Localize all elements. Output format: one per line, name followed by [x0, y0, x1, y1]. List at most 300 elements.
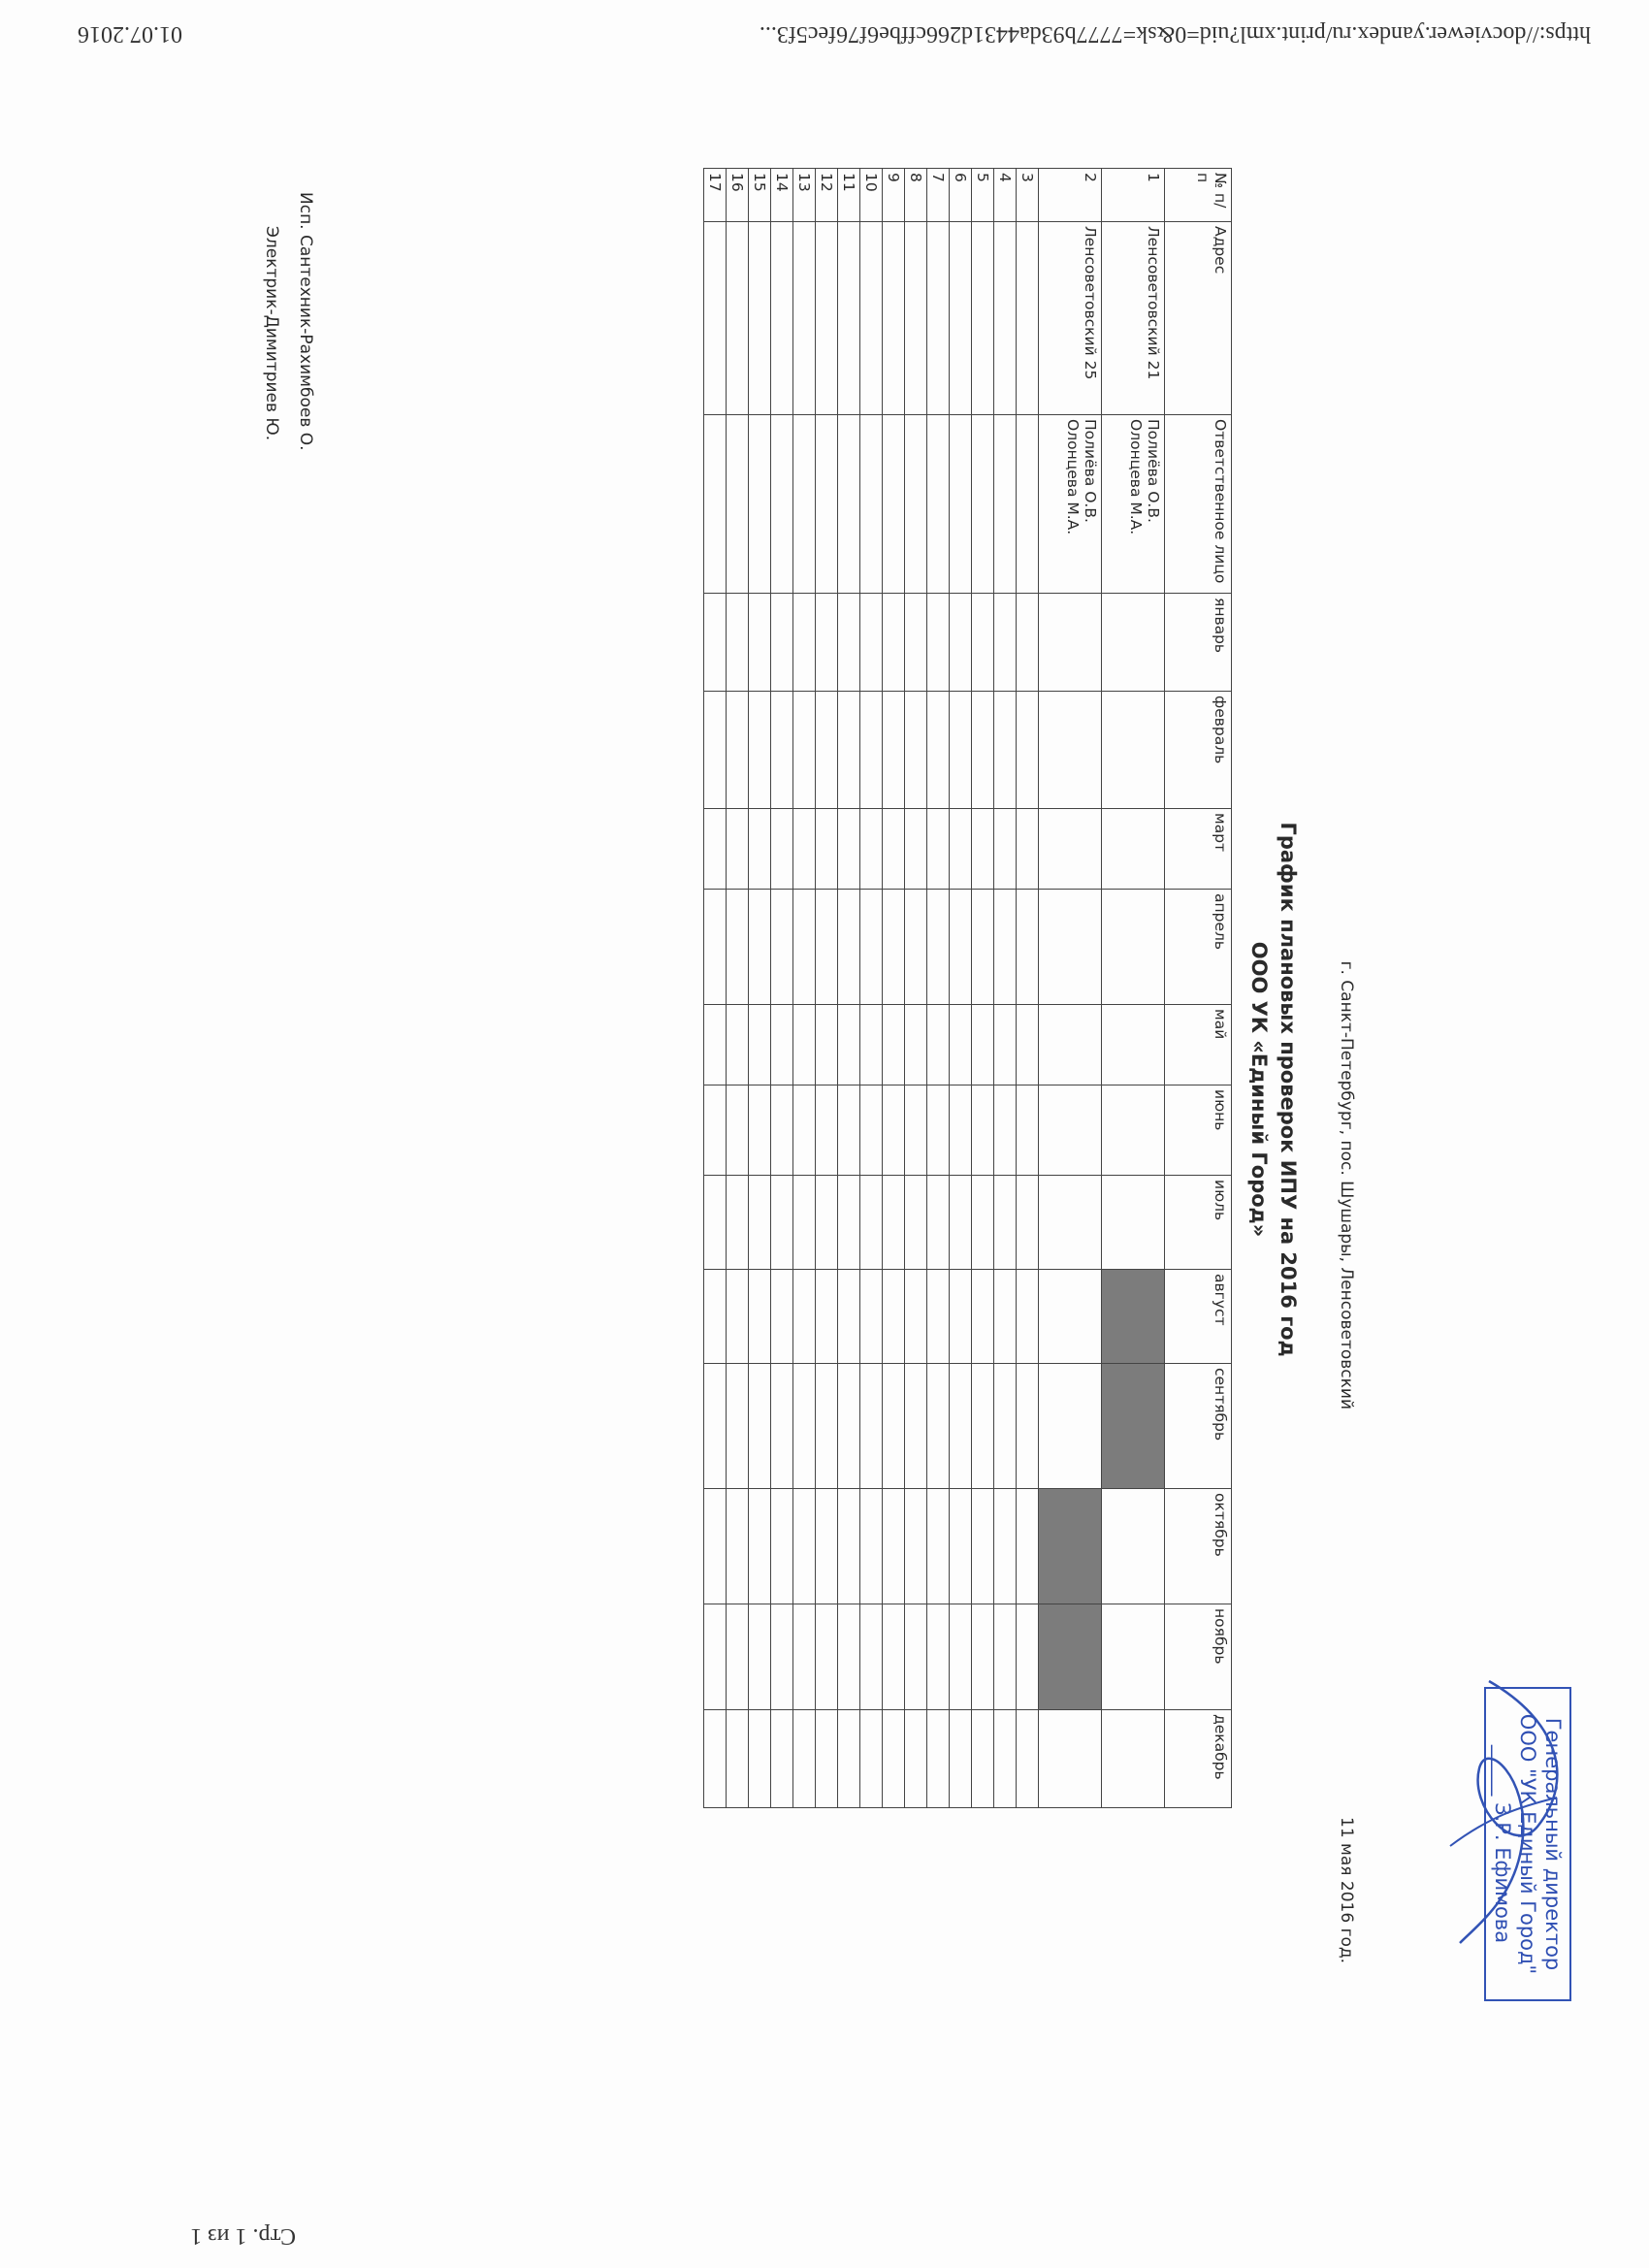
- row-responsible: [883, 415, 905, 594]
- month-cell: [771, 1604, 793, 1710]
- month-cell: [927, 1364, 950, 1489]
- header-month-12: декабрь: [1165, 1710, 1232, 1808]
- month-cell: [972, 692, 994, 809]
- month-cell: [1039, 809, 1102, 890]
- month-cell: [838, 1489, 860, 1604]
- month-cell: [704, 1489, 727, 1604]
- row-num: 10: [860, 169, 883, 222]
- month-cell: [1017, 1710, 1039, 1808]
- row-address: [771, 222, 793, 415]
- month-cell: [994, 1085, 1017, 1176]
- stamp-line-1: Генеральный директор: [1541, 1717, 1565, 1971]
- row-address: [905, 222, 927, 415]
- stamp-line-3: _____ З.Р. Ефимова: [1491, 1744, 1514, 1944]
- month-cell: [950, 1710, 972, 1808]
- month-cell: [883, 1710, 905, 1808]
- month-cell: [793, 1270, 816, 1364]
- month-cell: [704, 809, 727, 890]
- month-cell: [905, 1710, 927, 1808]
- row-responsible: [816, 415, 838, 594]
- row-num: 15: [749, 169, 771, 222]
- row-num: 3: [1017, 169, 1039, 222]
- row-num: 1: [1102, 169, 1165, 222]
- month-cell: [994, 1710, 1017, 1808]
- month-cell: [950, 1489, 972, 1604]
- month-cell: [1017, 890, 1039, 1005]
- month-cell: [771, 1176, 793, 1270]
- month-cell: [905, 1489, 927, 1604]
- month-cell: [704, 1176, 727, 1270]
- header-month-3: март: [1165, 809, 1232, 890]
- month-cell: [816, 1270, 838, 1364]
- month-cell: [1102, 1005, 1165, 1085]
- month-cell: [838, 809, 860, 890]
- month-cell: [972, 1604, 994, 1710]
- month-cell: [860, 594, 883, 692]
- month-cell: [838, 1604, 860, 1710]
- row-address: Ленсоветовский 25: [1039, 222, 1102, 415]
- table-row: [972, 169, 994, 1808]
- table-row: [704, 169, 727, 1808]
- document-title: График плановых проверок ИПУ на 2016 год: [1277, 822, 1300, 1357]
- month-cell: [950, 1270, 972, 1364]
- header-month-10: октябрь: [1165, 1489, 1232, 1604]
- row-address: [972, 222, 994, 415]
- header-month-2: февраль: [1165, 692, 1232, 809]
- month-cell: [816, 1005, 838, 1085]
- header-month-9: сентябрь: [1165, 1364, 1232, 1489]
- month-cell: [883, 1489, 905, 1604]
- row-responsible: Полиёва О.В. Олонцева М.А.: [1039, 415, 1102, 594]
- month-cell: [972, 1270, 994, 1364]
- table-row: [816, 169, 838, 1808]
- month-cell: [860, 1270, 883, 1364]
- month-cell: [1102, 1270, 1165, 1364]
- month-cell: [793, 1085, 816, 1176]
- month-cell: [860, 1489, 883, 1604]
- month-cell: [1102, 890, 1165, 1005]
- month-cell: [793, 1364, 816, 1489]
- month-cell: [950, 809, 972, 890]
- month-cell: [1102, 1364, 1165, 1489]
- month-cell: [1017, 1176, 1039, 1270]
- month-cell: [749, 1489, 771, 1604]
- month-cell: [905, 1176, 927, 1270]
- month-cell: [793, 809, 816, 890]
- month-cell: [793, 1005, 816, 1085]
- row-address: [727, 222, 749, 415]
- month-cell: [905, 692, 927, 809]
- month-cell: [1017, 594, 1039, 692]
- row-responsible: [972, 415, 994, 594]
- month-cell: [704, 890, 727, 1005]
- month-cell: [1039, 1710, 1102, 1808]
- row-num: 14: [771, 169, 793, 222]
- stamp-line-2: ООО "УК Единый Город": [1516, 1713, 1539, 1975]
- month-cell: [994, 1270, 1017, 1364]
- month-cell: [927, 594, 950, 692]
- month-cell: [1102, 1489, 1165, 1604]
- month-cell: [860, 1085, 883, 1176]
- month-cell: [704, 1085, 727, 1176]
- month-cell: [972, 1085, 994, 1176]
- month-cell: [816, 1710, 838, 1808]
- table-row: [905, 169, 927, 1808]
- row-num: 16: [727, 169, 749, 222]
- month-cell: [1017, 1364, 1039, 1489]
- month-cell: [749, 1176, 771, 1270]
- month-cell: [816, 1489, 838, 1604]
- row-num: 11: [838, 169, 860, 222]
- table-header-row: [1165, 169, 1232, 1808]
- month-cell: [860, 1176, 883, 1270]
- month-cell: [927, 809, 950, 890]
- month-cell: [860, 890, 883, 1005]
- month-cell: [1102, 1085, 1165, 1176]
- month-cell: [749, 1364, 771, 1489]
- month-cell: [1102, 1176, 1165, 1270]
- month-cell: [950, 890, 972, 1005]
- month-cell: [816, 692, 838, 809]
- row-responsible: [793, 415, 816, 594]
- month-cell: [727, 1085, 749, 1176]
- month-cell: [749, 1604, 771, 1710]
- row-num: 12: [816, 169, 838, 222]
- month-cell: [727, 1364, 749, 1489]
- month-cell: [860, 1710, 883, 1808]
- table-row: [727, 169, 749, 1808]
- month-cell: [927, 1604, 950, 1710]
- month-cell: [838, 594, 860, 692]
- month-cell: [749, 1085, 771, 1176]
- month-cell: [816, 594, 838, 692]
- row-num: 7: [927, 169, 950, 222]
- month-cell: [860, 809, 883, 890]
- month-cell: [816, 1176, 838, 1270]
- month-cell: [883, 1176, 905, 1270]
- row-responsible: [704, 415, 727, 594]
- month-cell: [838, 1270, 860, 1364]
- row-address: Ленсоветовский 21: [1102, 222, 1165, 415]
- row-responsible: [860, 415, 883, 594]
- row-address: [1017, 222, 1039, 415]
- month-cell: [972, 809, 994, 890]
- month-cell: [994, 1176, 1017, 1270]
- month-cell: [950, 1176, 972, 1270]
- table-row: [883, 169, 905, 1808]
- month-cell: [994, 890, 1017, 1005]
- month-cell: [860, 692, 883, 809]
- month-cell: [905, 594, 927, 692]
- month-cell: [1039, 692, 1102, 809]
- table-row: [838, 169, 860, 1808]
- signature: [1440, 1662, 1596, 1953]
- month-cell: [1102, 809, 1165, 890]
- row-responsible: [905, 415, 927, 594]
- month-cell: [883, 1364, 905, 1489]
- row-num: 6: [950, 169, 972, 222]
- month-cell: [860, 1604, 883, 1710]
- month-cell: [905, 1005, 927, 1085]
- month-cell: [1102, 1710, 1165, 1808]
- print-date: 01.07.2016: [78, 21, 182, 47]
- row-num: 4: [994, 169, 1017, 222]
- month-cell: [727, 1489, 749, 1604]
- month-cell: [727, 890, 749, 1005]
- month-cell: [749, 1710, 771, 1808]
- month-cell: [1039, 594, 1102, 692]
- row-responsible: [771, 415, 793, 594]
- month-cell: [771, 1489, 793, 1604]
- header-month-11: ноябрь: [1165, 1604, 1232, 1710]
- table-row: [860, 169, 883, 1808]
- month-cell: [793, 1176, 816, 1270]
- month-cell: [816, 1604, 838, 1710]
- month-cell: [793, 1604, 816, 1710]
- month-cell: [749, 809, 771, 890]
- month-cell: [793, 692, 816, 809]
- month-cell: [1039, 1005, 1102, 1085]
- month-cell: [704, 594, 727, 692]
- month-cell: [727, 1270, 749, 1364]
- row-address: [838, 222, 860, 415]
- month-cell: [972, 1710, 994, 1808]
- row-responsible: [927, 415, 950, 594]
- month-cell: [749, 890, 771, 1005]
- month-cell: [816, 809, 838, 890]
- header-month-1: январь: [1165, 594, 1232, 692]
- row-responsible: [994, 415, 1017, 594]
- month-cell: [1102, 594, 1165, 692]
- month-cell: [972, 1489, 994, 1604]
- month-cell: [905, 1270, 927, 1364]
- month-cell: [704, 1364, 727, 1489]
- month-cell: [860, 1364, 883, 1489]
- month-cell: [1039, 1085, 1102, 1176]
- table-row: [950, 169, 972, 1808]
- month-cell: [905, 890, 927, 1005]
- month-cell: [749, 1005, 771, 1085]
- month-cell: [1039, 1364, 1102, 1489]
- table-row: [1102, 169, 1165, 1808]
- table-row: [1039, 169, 1102, 1808]
- month-cell: [905, 1364, 927, 1489]
- month-cell: [950, 692, 972, 809]
- month-cell: [883, 809, 905, 890]
- row-address: [950, 222, 972, 415]
- print-url: https://docviewer.yandex.ru/print.xml?uid=0&sk=7777b93da4431d266cffbe6f76fec5f3...: [759, 21, 1591, 47]
- month-cell: [704, 1005, 727, 1085]
- header-month-5: май: [1165, 1005, 1232, 1085]
- month-cell: [1017, 1489, 1039, 1604]
- month-cell: [883, 1270, 905, 1364]
- row-address: [994, 222, 1017, 415]
- row-responsible: [1017, 415, 1039, 594]
- row-address: [860, 222, 883, 415]
- table-row: [927, 169, 950, 1808]
- month-cell: [816, 1364, 838, 1489]
- month-cell: [727, 1176, 749, 1270]
- table-row: [771, 169, 793, 1808]
- month-cell: [883, 1085, 905, 1176]
- month-cell: [749, 692, 771, 809]
- row-num: 17: [704, 169, 727, 222]
- row-num: 5: [972, 169, 994, 222]
- month-cell: [994, 692, 1017, 809]
- month-cell: [927, 1085, 950, 1176]
- month-cell: [1039, 1489, 1102, 1604]
- month-cell: [727, 594, 749, 692]
- month-cell: [771, 809, 793, 890]
- row-responsible: Полиёва О.В. Олонцева М.А.: [1102, 415, 1165, 594]
- month-cell: [704, 692, 727, 809]
- row-address: [927, 222, 950, 415]
- month-cell: [927, 1005, 950, 1085]
- month-cell: [927, 1489, 950, 1604]
- month-cell: [972, 1364, 994, 1489]
- row-address: [704, 222, 727, 415]
- row-address: [816, 222, 838, 415]
- row-address: [883, 222, 905, 415]
- month-cell: [1017, 809, 1039, 890]
- month-cell: [950, 1085, 972, 1176]
- table-row: [994, 169, 1017, 1808]
- month-cell: [838, 890, 860, 1005]
- row-responsible: [727, 415, 749, 594]
- header-responsible: Ответственное лицо: [1165, 415, 1232, 594]
- document-subtitle: ООО УК «Единый Город»: [1247, 941, 1271, 1238]
- month-cell: [905, 1085, 927, 1176]
- month-cell: [838, 1085, 860, 1176]
- header-month-8: август: [1165, 1270, 1232, 1364]
- row-num: 13: [793, 169, 816, 222]
- month-cell: [994, 1364, 1017, 1489]
- header-month-7: июль: [1165, 1176, 1232, 1270]
- month-cell: [727, 1604, 749, 1710]
- month-cell: [838, 1176, 860, 1270]
- month-cell: [771, 1005, 793, 1085]
- row-responsible: [950, 415, 972, 594]
- row-num: 2: [1039, 169, 1102, 222]
- month-cell: [771, 594, 793, 692]
- footer-executor-2: Электрик-Димитриев Ю.: [262, 226, 281, 441]
- month-cell: [1102, 692, 1165, 809]
- document-date: 11 мая 2016 год.: [1337, 1817, 1356, 1964]
- month-cell: [704, 1710, 727, 1808]
- month-cell: [1039, 1270, 1102, 1364]
- header-month-4: апрель: [1165, 890, 1232, 1005]
- month-cell: [1017, 1270, 1039, 1364]
- month-cell: [727, 1005, 749, 1085]
- month-cell: [793, 594, 816, 692]
- month-cell: [883, 594, 905, 692]
- table-row: [749, 169, 771, 1808]
- month-cell: [1017, 692, 1039, 809]
- month-cell: [860, 1005, 883, 1085]
- month-cell: [727, 1710, 749, 1808]
- month-cell: [704, 1270, 727, 1364]
- month-cell: [749, 1270, 771, 1364]
- schedule-sheet: [223, 168, 1565, 2011]
- month-cell: [771, 1364, 793, 1489]
- row-address: [793, 222, 816, 415]
- month-cell: [950, 1604, 972, 1710]
- footer-executor-1: Исп. Сантехник-Рахимбоев О.: [296, 192, 315, 451]
- table-row: [1017, 169, 1039, 1808]
- month-cell: [1017, 1005, 1039, 1085]
- month-cell: [972, 1176, 994, 1270]
- row-responsible: [838, 415, 860, 594]
- month-cell: [994, 1489, 1017, 1604]
- month-cell: [704, 1604, 727, 1710]
- month-cell: [972, 890, 994, 1005]
- month-cell: [972, 594, 994, 692]
- document-place: г. Санкт-Петербург, пос. Шушары, Ленсоветовский: [1337, 960, 1356, 1409]
- table-row: [793, 169, 816, 1808]
- month-cell: [927, 1710, 950, 1808]
- month-cell: [771, 692, 793, 809]
- month-cell: [838, 692, 860, 809]
- month-cell: [727, 692, 749, 809]
- month-cell: [771, 1710, 793, 1808]
- month-cell: [927, 1176, 950, 1270]
- month-cell: [793, 1710, 816, 1808]
- header-month-6: июнь: [1165, 1085, 1232, 1176]
- month-cell: [838, 1005, 860, 1085]
- month-cell: [771, 890, 793, 1005]
- month-cell: [838, 1364, 860, 1489]
- row-responsible: [749, 415, 771, 594]
- month-cell: [927, 890, 950, 1005]
- month-cell: [927, 1270, 950, 1364]
- month-cell: [950, 594, 972, 692]
- month-cell: [950, 1005, 972, 1085]
- month-cell: [883, 692, 905, 809]
- month-cell: [994, 809, 1017, 890]
- month-cell: [1017, 1604, 1039, 1710]
- month-cell: [1017, 1085, 1039, 1176]
- row-num: 8: [905, 169, 927, 222]
- page-number: Стр. 1 из 1: [190, 2223, 296, 2249]
- row-address: [749, 222, 771, 415]
- schedule-table: [703, 168, 1232, 1808]
- month-cell: [1039, 1176, 1102, 1270]
- month-cell: [905, 1604, 927, 1710]
- month-cell: [927, 692, 950, 809]
- month-cell: [749, 594, 771, 692]
- month-cell: [972, 1005, 994, 1085]
- header-num: № п/п: [1165, 169, 1232, 222]
- row-num: 9: [883, 169, 905, 222]
- month-cell: [1039, 1604, 1102, 1710]
- month-cell: [771, 1085, 793, 1176]
- month-cell: [816, 890, 838, 1005]
- month-cell: [1102, 1604, 1165, 1710]
- month-cell: [1039, 890, 1102, 1005]
- month-cell: [994, 1604, 1017, 1710]
- month-cell: [883, 1604, 905, 1710]
- month-cell: [793, 890, 816, 1005]
- month-cell: [793, 1489, 816, 1604]
- month-cell: [950, 1364, 972, 1489]
- month-cell: [727, 809, 749, 890]
- month-cell: [838, 1710, 860, 1808]
- month-cell: [816, 1085, 838, 1176]
- month-cell: [771, 1270, 793, 1364]
- month-cell: [994, 1005, 1017, 1085]
- month-cell: [905, 809, 927, 890]
- month-cell: [883, 1005, 905, 1085]
